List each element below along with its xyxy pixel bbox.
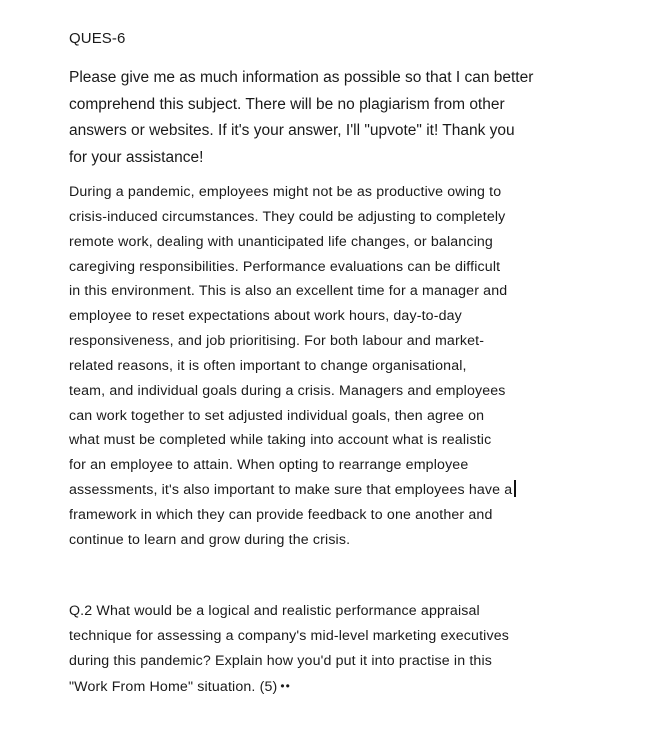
text-line: in this environment. This is also an excellent time for a manager and	[69, 283, 508, 300]
text-line: what must be completed while taking into account what is realistic	[69, 432, 492, 449]
text-line-with-caret	[69, 478, 516, 503]
text-line: for your assistance!	[69, 149, 204, 167]
question-paragraph	[69, 599, 509, 700]
text-line: caregiving responsibilities. Performance evaluations can be difficult	[69, 258, 501, 275]
text-line: During a pandemic, employees might not be as productive owing to	[69, 184, 502, 200]
case-paragraph	[69, 180, 516, 553]
text-line: technique for assessing a company's mid-level marketing executives	[69, 627, 510, 644]
text-line: answers or websites. If it's your answer, I'll "upvote" it! Thank you	[69, 122, 515, 140]
text-line: Q.2 What would be a logical and realistic performance appraisal	[69, 603, 480, 619]
text-line: employee to reset expectations about work hours, day-to-day	[69, 308, 462, 325]
text-line: remote work, dealing with unanticipated life changes, or balancing	[69, 233, 493, 250]
request-paragraph	[69, 65, 533, 172]
text-line: continue to learn and grow during the crisis.	[69, 531, 351, 548]
bullet-marks: ••	[280, 678, 291, 693]
text-line-with-mark	[69, 674, 509, 700]
text-line: during this pandemic? Explain how you'd put it into practise in this	[69, 652, 493, 669]
text-line: "Work From Home" situation. (5)	[69, 678, 278, 695]
question-heading: QUES-6	[69, 30, 126, 47]
text-line: for an employee to attain. When opting to rearrange employee	[69, 457, 469, 474]
text-line: can work together to set adjusted individual goals, then agree on	[69, 407, 485, 424]
text-line: Please give me as much information as possible so that I can better	[69, 69, 534, 86]
text-line: assessments, it's also important to make sure that employees have a	[69, 482, 513, 499]
text-line: related reasons, it is often important to change organisational,	[69, 357, 467, 374]
text-cursor	[514, 480, 516, 497]
text-line: comprehend this subject. There will be no plagiarism from other	[69, 95, 505, 113]
text-line: team, and individual goals during a crisis. Managers and employees	[69, 382, 506, 399]
text-line: crisis-induced circumstances. They could be adjusting to completely	[69, 208, 506, 225]
text-line: responsiveness, and job prioritising. For both labour and market-	[69, 333, 485, 350]
text-line: framework in which they can provide feedback to one another and	[69, 506, 493, 523]
